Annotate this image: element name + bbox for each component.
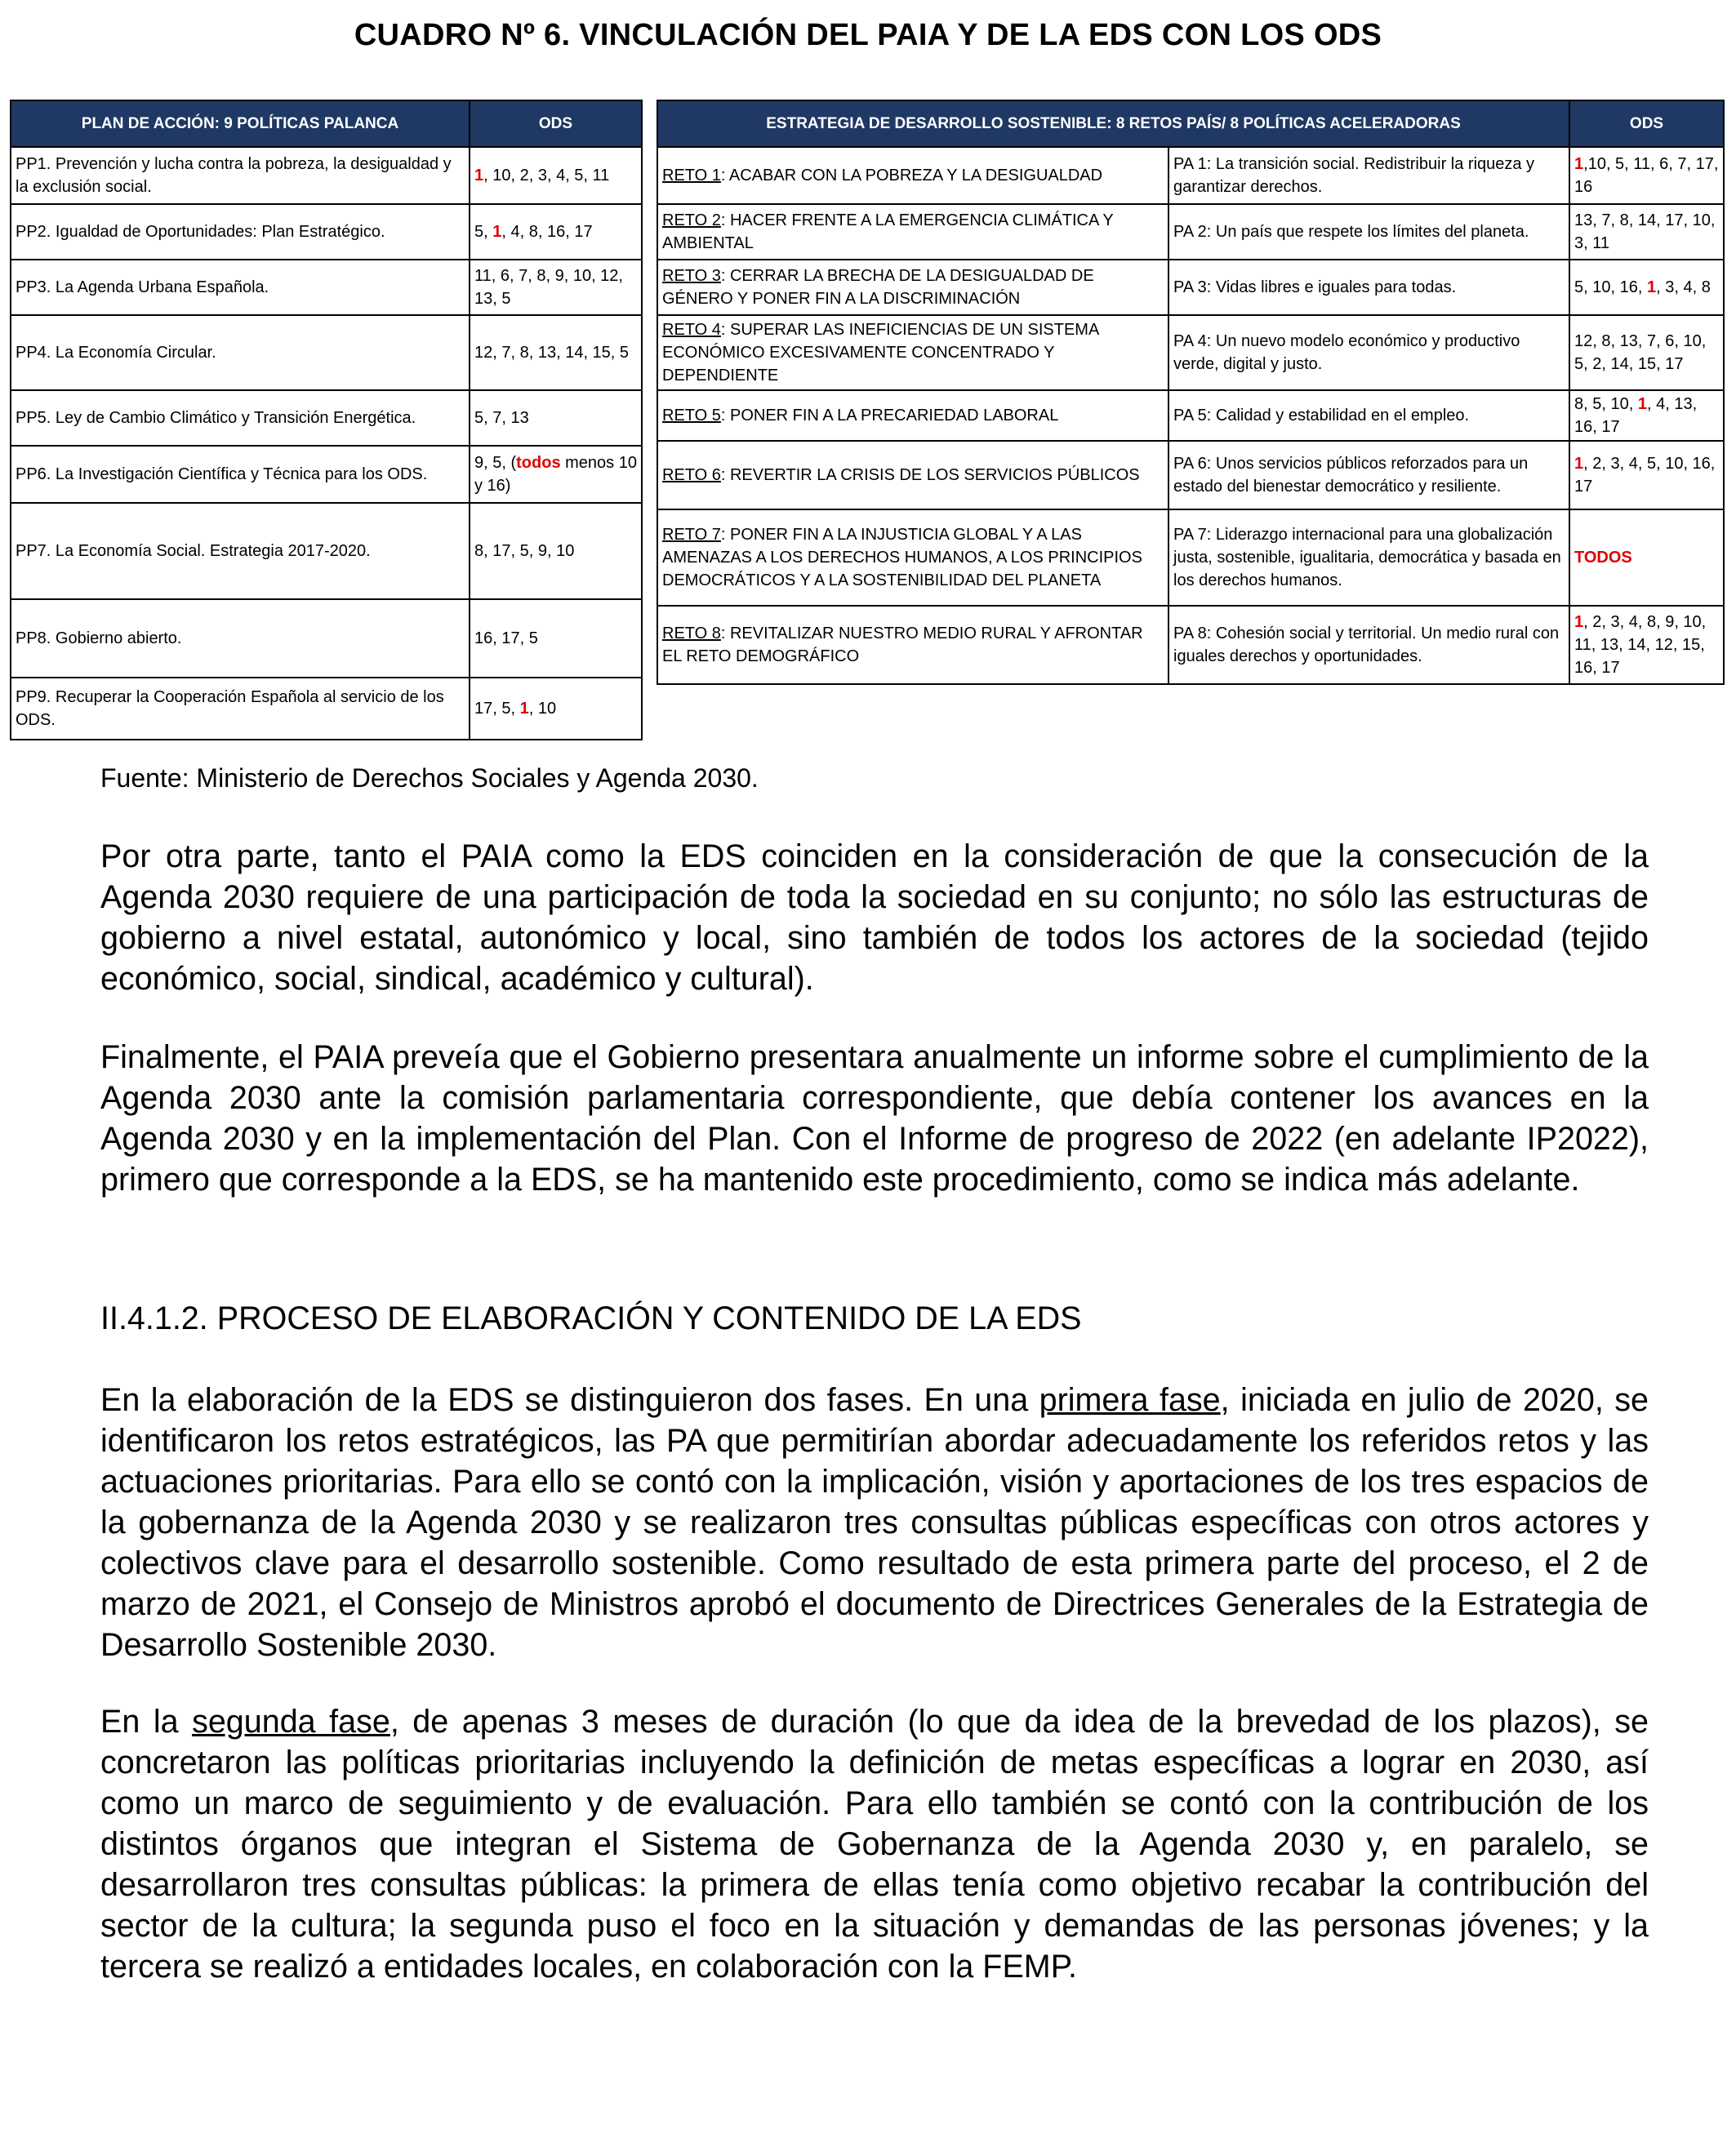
pa-cell: PA 2: Un país que respete los límites del planeta. <box>1168 204 1569 260</box>
ods-cell <box>1569 147 1724 204</box>
ods-value: , 2, 3, 4, 5, 10, 16, 17 <box>1574 455 1716 496</box>
second-phase-link: segunda fase <box>192 1704 390 1740</box>
ods-cell <box>470 599 642 678</box>
table-row <box>657 390 1724 441</box>
ods-value: 1 <box>519 700 529 718</box>
reto-cell <box>657 390 1168 441</box>
pa-cell: PA 5: Calidad y estabilidad en el empleo. <box>1168 390 1569 441</box>
reto-text: : PONER FIN A LA INJUSTICIA GLOBAL Y A LAS AMENAZAS A LOS DERECHOS HUMANOS, A LOS PRINCIPIOS DEMOCRÁTICOS Y A LA SOSTENIBILIDAD DEL PLANETA <box>662 526 1142 589</box>
table-row <box>657 315 1724 390</box>
table-row <box>657 441 1724 509</box>
table-source: Fuente: Ministerio de Derechos Sociales y Agenda 2030. <box>100 763 759 793</box>
table-row <box>11 599 642 678</box>
pa-cell: PA 8: Cohesión social y territorial. Un medio rural con iguales derechos y oportunidades. <box>1168 606 1569 684</box>
pa-cell: PA 1: La transición social. Redistribuir la riqueza y garantizar derechos. <box>1168 147 1569 204</box>
paragraph-second-phase: En la segunda fase, de apenas 3 meses de duración (lo que da idea de la brevedad de los plazos), se concretaron las políticas prioritarias incluyendo la definición de metas específicas a lograr en 2030, así como un marco de seguimiento y de evaluación. Para ello también se contó con la contribución de los distintos órganos que integran el Sistema de Gobernanza de la Agenda 2030 y, en paralelo, se desarrollaron tres consultas públicas: la primera de ellas tenía como objetivo recabar la contribución del sector de la cultura; la segunda puso el foco en la situación y demandas de las personas jóvenes; y la tercera se realizó a entidades locales, en colaboración con la FEMP. <box>100 1704 1649 1985</box>
ods-value: 17, 5, <box>474 700 520 718</box>
ods-value: 8, 5, 10, <box>1574 395 1638 413</box>
eds-table <box>657 100 1725 685</box>
table-row <box>657 509 1724 606</box>
reto-text: : HACER FRENTE A LA EMERGENCIA CLIMÁTICA Y AMBIENTAL <box>662 211 1114 252</box>
reto-cell <box>657 315 1168 390</box>
ods-value: 1 <box>492 223 502 241</box>
ods-value: todos <box>516 454 561 472</box>
ods-value: , 2, 3, 4, 8, 9, 10, 11, 13, 14, 12, 15, 16, 17 <box>1574 613 1707 677</box>
ods-value: 5, <box>474 223 493 241</box>
table-row <box>11 503 642 599</box>
ods-value: 16, 17, 5 <box>474 629 538 647</box>
policy-cell: PP3. La Agenda Urbana Española. <box>11 260 470 315</box>
ods-value: menos 10 y 16) <box>474 454 637 495</box>
table-row <box>11 204 642 260</box>
first-phase-link: primera fase <box>1039 1382 1221 1418</box>
ods-cell <box>470 390 642 446</box>
policy-cell: PP8. Gobierno abierto. <box>11 599 470 678</box>
table-row <box>11 678 642 740</box>
reto-label: RETO 8 <box>662 625 721 642</box>
policy-cell: PP7. La Economía Social. Estrategia 2017-2020. <box>11 503 470 599</box>
ods-value: 1 <box>1574 613 1584 631</box>
pa-cell: PA 4: Un nuevo modelo económico y productivo verde, digital y justo. <box>1168 315 1569 390</box>
ods-value: 1 <box>1574 155 1584 173</box>
reto-text: : PONER FIN A LA PRECARIEDAD LABORAL <box>720 407 1059 425</box>
page-title: CUADRO Nº 6. VINCULACIÓN DEL PAIA Y DE LA EDS CON LOS ODS <box>354 18 1382 52</box>
policy-cell: PP6. La Investigación Científica y Técnica para los ODS. <box>11 446 470 503</box>
reto-label: RETO 5 <box>662 407 721 425</box>
ods-value: 1 <box>1646 278 1657 296</box>
eds-header-ods: ODS <box>1569 100 1724 147</box>
reto-label: RETO 6 <box>662 466 721 484</box>
reto-cell <box>657 606 1168 684</box>
policy-cell: PP2. Igualdad de Oportunidades: Plan Estratégico. <box>11 204 470 260</box>
ods-value: ,10, 5, 11, 6, 7, 17, 16 <box>1574 155 1719 196</box>
table-row <box>657 204 1724 260</box>
ods-value: , 4, 8, 16, 17 <box>501 223 593 241</box>
ods-value: TODOS <box>1574 549 1632 567</box>
ods-cell <box>1569 509 1724 606</box>
reto-cell <box>657 509 1168 606</box>
ods-value: 11, 6, 7, 8, 9, 10, 12, 13, 5 <box>474 267 623 308</box>
reto-text: : CERRAR LA BRECHA DE LA DESIGUALDAD DE GÉNERO Y PONER FIN A LA DISCRIMINACIÓN <box>662 267 1094 308</box>
reto-label: RETO 3 <box>662 267 721 285</box>
pa-cell: PA 7: Liderazgo internacional para una globalización justa, sostenible, igualitaria, democrática y basada en los derechos humanos. <box>1168 509 1569 606</box>
paragraph-first-phase: En la elaboración de la EDS se distinguieron dos fases. En una primera fase, iniciada en julio de 2020, se identificaron los retos estratégicos, las PA que permitirían abordar adecuadamente los referidos retos y las actuaciones prioritarias. Para ello se contó con la implicación, visión y aportaciones de los tres espacios de la gobernanza de la Agenda 2030 y se realizaron tres consultas públicas específicas con otros actores y colectivos clave para el desarrollo sostenible. Como resultado de esta primera parte del proceso, el 2 de marzo de 2021, el Consejo de Ministros aprobó el documento de Directrices Generales de la Estrategia de Desarrollo Sostenible 2030. <box>100 1382 1649 1663</box>
policy-cell: PP1. Prevención y lucha contra la pobreza, la desigualdad y la exclusión social. <box>11 147 470 204</box>
ods-cell <box>1569 390 1724 441</box>
pa-cell: PA 3: Vidas libres e iguales para todas. <box>1168 260 1569 315</box>
paragraph-participation: Por otra parte, tanto el PAIA como la EDS coinciden en la consideración de que la consecución de la Agenda 2030 requiere de una participación de toda la sociedad en su conjunto; no sólo las estructuras de gobierno a nivel estatal, autonómico y local, sino también de todos los actores de la sociedad (tejido económico, social, sindical, académico y cultural). <box>100 838 1649 997</box>
ods-cell <box>1569 441 1724 509</box>
ods-cell <box>470 315 642 390</box>
policy-cell: PP9. Recuperar la Cooperación Española al servicio de los ODS. <box>11 678 470 740</box>
ods-value: 12, 7, 8, 13, 14, 15, 5 <box>474 344 630 362</box>
table-row <box>657 606 1724 684</box>
ods-cell <box>1569 315 1724 390</box>
reto-text: : REVERTIR LA CRISIS DE LOS SERVICIOS PÚBLICOS <box>720 466 1140 484</box>
ods-cell <box>1569 260 1724 315</box>
reto-text: : SUPERAR LAS INEFICIENCIAS DE UN SISTEMA ECONÓMICO EXCESIVAMENTE CONCENTRADO Y DEPENDIENTE <box>662 321 1099 385</box>
ods-value: 1 <box>1637 395 1647 413</box>
ods-cell <box>1569 204 1724 260</box>
ods-value: 1 <box>1574 455 1584 473</box>
table-row <box>657 147 1724 204</box>
policy-cell: PP5. Ley de Cambio Climático y Transición Energética. <box>11 390 470 446</box>
ods-cell <box>470 260 642 315</box>
reto-cell <box>657 260 1168 315</box>
reto-text: : REVITALIZAR NUESTRO MEDIO RURAL Y AFRONTAR EL RETO DEMOGRÁFICO <box>662 625 1143 665</box>
ods-cell <box>470 204 642 260</box>
ods-value: 12, 8, 13, 7, 6, 10, 5, 2, 14, 15, 17 <box>1574 332 1707 373</box>
reto-label: RETO 2 <box>662 211 721 229</box>
ods-cell <box>470 503 642 599</box>
reto-label: RETO 1 <box>662 167 721 184</box>
reto-cell <box>657 441 1168 509</box>
ods-value: 5, 7, 13 <box>474 409 529 427</box>
ods-cell <box>470 678 642 740</box>
paia-header-policies: PLAN DE ACCIÓN: 9 POLÍTICAS PALANCA <box>11 100 470 147</box>
ods-cell <box>1569 606 1724 684</box>
paia-header-ods: ODS <box>470 100 642 147</box>
ods-value: 9, 5, ( <box>474 454 517 472</box>
ods-value: 1 <box>474 167 484 184</box>
table-row <box>11 315 642 390</box>
pa-cell: PA 6: Unos servicios públicos reforzados para un estado del bienestar democrático y resiliente. <box>1168 441 1569 509</box>
table-row <box>11 390 642 446</box>
reto-cell <box>657 204 1168 260</box>
reto-label: RETO 7 <box>662 526 721 544</box>
paia-table <box>10 100 643 740</box>
ods-value: 8, 17, 5, 9, 10 <box>474 542 575 560</box>
table-row <box>11 446 642 503</box>
table-row <box>11 147 642 204</box>
paragraph-annual-report: Finalmente, el PAIA preveía que el Gobierno presentara anualmente un informe sobre el cumplimiento de la Agenda 2030 ante la comisión parlamentaria correspondiente, que debía contener los avances en la Agenda 2030 y en la implementación del Plan. Con el Informe de progreso de 2022 (en adelante IP2022), primero que corresponde a la EDS, se ha mantenido este procedimiento, como se indica más adelante. <box>100 1039 1649 1198</box>
ods-cell <box>470 446 642 503</box>
table-row <box>11 260 642 315</box>
eds-header-retos: ESTRATEGIA DE DESARROLLO SOSTENIBLE: 8 RETOS PAÍS/ 8 POLÍTICAS ACELERADORAS <box>657 100 1569 147</box>
section-heading: II.4.1.2. PROCESO DE ELABORACIÓN Y CONTENIDO DE LA EDS <box>100 1300 1082 1336</box>
policy-cell: PP4. La Economía Circular. <box>11 315 470 390</box>
ods-value: , 10, 2, 3, 4, 5, 11 <box>483 167 610 184</box>
ods-cell <box>470 147 642 204</box>
reto-cell <box>657 147 1168 204</box>
reto-text: : ACABAR CON LA POBREZA Y LA DESIGUALDAD <box>720 167 1103 184</box>
ods-value: 13, 7, 8, 14, 17, 10, 3, 11 <box>1574 211 1716 252</box>
table-row <box>657 260 1724 315</box>
ods-value: , 3, 4, 8 <box>1656 278 1711 296</box>
ods-value: 5, 10, 16, <box>1574 278 1647 296</box>
reto-label: RETO 4 <box>662 321 721 339</box>
ods-value: , 4, 13, 16, 17 <box>1574 395 1698 436</box>
ods-value: , 10 <box>528 700 557 718</box>
